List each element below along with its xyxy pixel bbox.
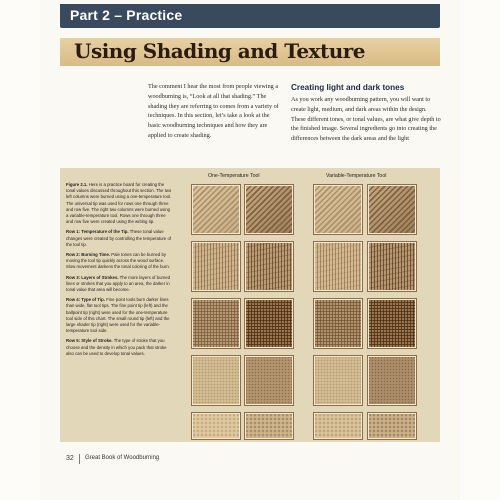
section-column — [291, 82, 441, 144]
figure-caption-block — [66, 182, 172, 361]
texture-swatch-r5-c1 — [191, 412, 241, 440]
row-text: Fine point tools burn darker lines than wide, flat tool tips. The fine point tip (left) and the ballpoint tip (right) were used for the one-temperature tool side of this chart. The small round tip (left) and the large shader tip (right) were used for the variable-temperature tool side. — [66, 297, 170, 334]
section-heading: Creating light and dark tones — [291, 83, 405, 92]
figure-caption-text: Here is a practice board for creating the tonal values discussed throughout this section. The two left columns were burned using a one-temperature tool. The universal tip was used for rows one through three and row five. The right two columns were burned using a variable-temperature tool. Rows one through three and row five were created using the writing tip. — [66, 182, 172, 225]
row-text: The more layers of burned lines or strokes that you apply to an area, the darker in tonal value that area will become. — [66, 274, 171, 293]
row-description-3 — [66, 275, 172, 294]
row-label: Row 1: Temperature of the Tip. — [66, 229, 129, 235]
figure-caption-label: Figure 2.1. — [66, 182, 88, 187]
row-description-2 — [66, 252, 172, 271]
texture-swatch-r3-c3 — [313, 298, 363, 349]
page-title: Using Shading and Texture — [74, 39, 366, 63]
variable-temperature-header: Variable-Temperature Tool — [326, 173, 387, 179]
texture-swatch-r4-c1 — [191, 355, 241, 406]
texture-swatch-r3-c1 — [191, 298, 241, 349]
row-description-5 — [66, 338, 172, 357]
title-band — [60, 38, 440, 66]
texture-swatch-r5-c3 — [313, 412, 363, 440]
texture-swatch-r1-c1 — [191, 184, 241, 235]
texture-swatch-r4-c3 — [313, 355, 363, 406]
texture-swatch-r4-c4 — [367, 355, 417, 406]
row-text: Pale tones can be burned by moving the tool tip quickly across the wood surface. Slow movement darkens the tonal coloring of the burn. — [66, 252, 170, 270]
row-text: The type of stroke that you choose and the density in which you pack that stroke also can be used to develop tonal values. — [66, 338, 167, 356]
row-label: Row 3: Layers of Strokes. — [66, 274, 119, 280]
texture-swatch-r3-c2 — [244, 298, 294, 349]
section-body: As you work any woodburning pattern, you will want to create light, medium, and dark areas within the design. These different tones, or tonal values, are what give depth to the finished image. Several ingredients go into creating the differences between the dark areas and the light — [291, 96, 441, 143]
row-label: Row 2: Burning Time. — [66, 252, 111, 258]
row-label: Row 5: Style of Stroke. — [66, 338, 113, 344]
row-label: Row 4: Type of Tip. — [66, 297, 105, 303]
texture-swatch-r1-c2 — [244, 184, 294, 235]
figure-caption — [66, 182, 172, 225]
texture-swatch-r2-c3 — [313, 241, 363, 292]
one-temperature-header: One-Temperature Tool — [208, 173, 260, 179]
part-banner — [60, 4, 440, 28]
row-text: These tonal value changes were created by controlling the temperature of the tool tip. — [66, 229, 172, 247]
texture-swatch-r1-c3 — [313, 184, 363, 235]
intro-paragraph: The comment I hear the most from people viewing a woodburning is, “Look at all that shading.” The shading they are referring to comes from a variety of techniques. In this section, let’s take a look at the basic woodburning techniques and how they are applied to create shading. — [148, 83, 279, 139]
texture-swatch-r2-c1 — [191, 241, 241, 292]
footer-divider — [79, 454, 80, 464]
texture-swatch-r2-c4 — [367, 241, 417, 292]
texture-swatch-r2-c2 — [244, 241, 294, 292]
page-number: 32 — [66, 455, 74, 462]
texture-swatch-r3-c4 — [367, 298, 417, 349]
texture-swatch-r5-c2 — [244, 412, 294, 440]
texture-swatch-r4-c2 — [244, 355, 294, 406]
row-description-1 — [66, 229, 172, 248]
part-label: Part 2 – Practice — [70, 7, 183, 23]
row-description-4 — [66, 297, 172, 334]
texture-swatch-r1-c4 — [367, 184, 417, 235]
book-title: Great Book of Woodburning — [85, 455, 160, 461]
texture-swatch-r5-c4 — [367, 412, 417, 440]
